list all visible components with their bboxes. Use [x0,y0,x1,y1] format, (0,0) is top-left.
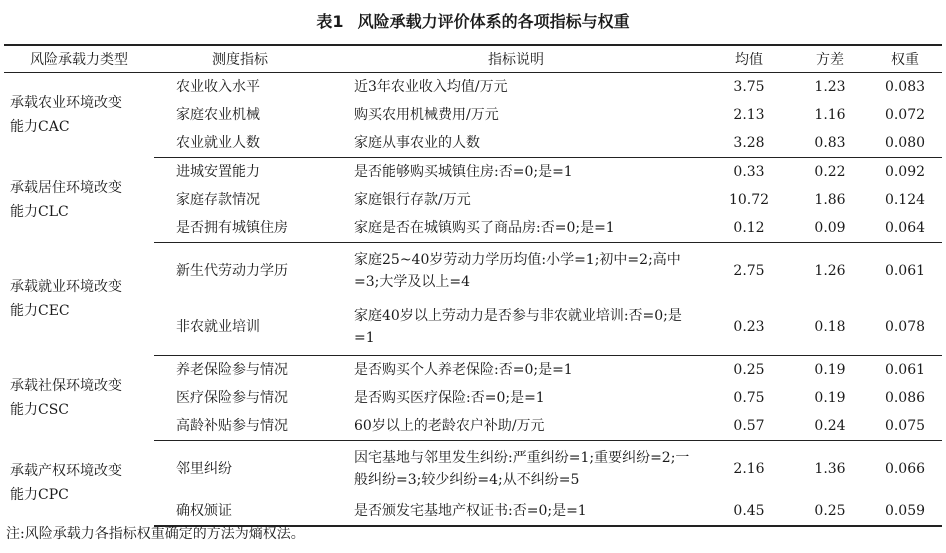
weight-cell: 0.064 [868,214,942,243]
variance-cell: 0.19 [814,390,846,406]
table-title: 风险承载力评价体系的各项指标与权重 [357,12,630,31]
description-cell: 家庭40岁以上劳动力是否参与非农就业培训:否=0;是=1 [326,299,706,356]
weight-cell: 0.080 [868,129,942,158]
indicator-table [4,44,942,527]
header-type: 风险承载力类型 [30,52,128,68]
indicator-cell: 邻里纠纷 [176,461,232,477]
weight-cell: 0.061 [884,263,926,279]
description-cell: 家庭25~40岁劳动力学历均值:小学=1;初中=2;高中=3;大学及以上=4 [354,252,681,290]
mean-cell: 3.75 [733,79,765,95]
weight-cell: 0.075 [868,412,942,441]
description-cell: 近3年农业收入均值/万元 [354,79,508,95]
indicator-cell: 非农就业培训 [154,299,326,356]
header-description: 指标说明 [488,52,544,68]
weight-cell: 0.092 [884,164,926,180]
indicator-cell: 新生代劳动力学历 [176,263,288,279]
variance-cell: 1.23 [814,79,846,95]
indicator-cell: 进城安置能力 [176,164,260,180]
weight-cell: 0.059 [868,497,942,526]
mean-cell: 10.72 [728,192,770,208]
weight-cell: 0.086 [884,390,926,406]
weight-cell: 0.083 [884,79,926,95]
indicator-cell: 是否拥有城镇住房 [154,214,326,243]
table-number: 表1 [316,12,344,31]
table-row [4,356,942,385]
indicator-cell: 家庭存款情况 [176,192,260,208]
type-cell-cac: 承载农业环境改变 能力CAC [10,95,122,136]
variance-cell: 1.86 [814,192,846,208]
mean-cell: 2.75 [733,263,765,279]
variance-cell: 0.25 [792,497,868,526]
indicator-cell: 高龄补贴参与情况 [154,412,326,441]
table-note: 注:风险承载力各指标权重确定的方法为熵权法。 [6,526,305,542]
mean-cell: 0.75 [733,390,765,406]
mean-cell: 2.13 [733,107,765,123]
table-row [4,441,942,498]
weight-cell: 0.061 [884,362,926,378]
indicator-cell: 医疗保险参与情况 [176,390,288,406]
type-cell-clc: 承载居住环境改变 能力CLC [10,180,122,220]
variance-cell: 0.19 [814,362,846,378]
mean-cell: 0.25 [733,362,765,378]
description-cell: 因宅基地与邻里发生纠纷:严重纠纷=1;重要纠纷=2;一般纠纷=3;较少纠纷=4;从不纠纷=5 [354,450,690,488]
variance-cell: 1.36 [814,461,846,477]
mean-cell: 0.33 [733,164,765,180]
variance-cell: 0.09 [792,214,868,243]
variance-cell: 0.22 [814,164,846,180]
table-row [4,243,942,300]
table-row [4,73,942,102]
weight-cell: 0.066 [884,461,926,477]
indicator-cell: 确权颁证 [154,497,326,526]
weight-cell: 0.078 [868,299,942,356]
type-cell-cpc: 承载产权环境改变 能力CPC [10,463,122,504]
variance-cell: 1.26 [814,263,846,279]
variance-cell: 0.24 [792,412,868,441]
weight-cell: 0.124 [884,192,926,208]
header-mean: 均值 [735,52,763,68]
variance-cell: 0.18 [792,299,868,356]
description-cell: 购买农用机械费用/万元 [354,107,499,123]
description-cell: 60岁以上的老龄农户补助/万元 [326,412,706,441]
description-cell: 家庭是否在城镇购买了商品房:否=0;是=1 [326,214,706,243]
indicator-cell: 农业就业人数 [154,129,326,158]
header-indicator: 测度指标 [212,52,268,68]
variance-cell: 1.16 [814,107,846,123]
weight-cell: 0.072 [884,107,926,123]
header-row [4,45,942,73]
description-cell: 家庭从事农业的人数 [326,129,706,158]
header-variance: 方差 [816,52,844,68]
description-cell: 家庭银行存款/万元 [354,192,471,208]
header-weight: 权重 [891,52,919,68]
mean-cell: 3.28 [706,129,792,158]
type-cell-csc: 承载社保环境改变 能力CSC [10,378,122,418]
description-cell: 是否能够购买城镇住房:否=0;是=1 [354,164,573,180]
table-caption [0,10,946,34]
mean-cell: 0.45 [706,497,792,526]
mean-cell: 0.12 [706,214,792,243]
description-cell: 是否颁发宅基地产权证书:否=0;是=1 [326,497,706,526]
description-cell: 是否购买个人养老保险:否=0;是=1 [354,362,573,378]
variance-cell: 0.83 [792,129,868,158]
description-cell: 是否购买医疗保险:否=0;是=1 [354,390,545,406]
mean-cell: 0.23 [706,299,792,356]
indicator-cell: 农业收入水平 [176,79,260,95]
mean-cell: 2.16 [733,461,765,477]
type-cell-cec: 承载就业环境改变 能力CEC [10,279,122,319]
table-row [4,158,942,187]
indicator-cell: 养老保险参与情况 [176,362,288,378]
mean-cell: 0.57 [706,412,792,441]
indicator-cell: 家庭农业机械 [176,107,260,123]
